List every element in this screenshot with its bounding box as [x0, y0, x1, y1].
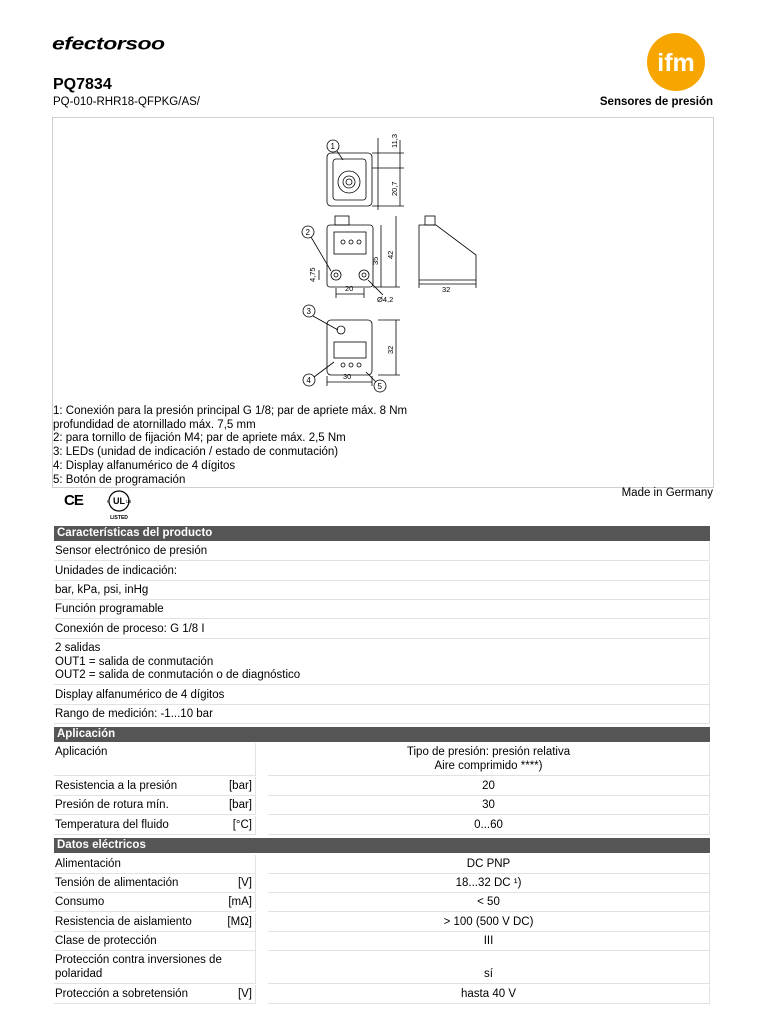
feature-text: 2 salidas: [55, 642, 101, 654]
param-unit: [bar]: [228, 780, 252, 792]
svg-text:c: c: [107, 499, 110, 505]
param-value: hasta 40 V: [268, 985, 710, 1004]
made-in-label: Made in Germany: [621, 487, 713, 499]
feature-row: [54, 562, 710, 581]
dim-label: 42: [386, 250, 395, 259]
dim-label: 35: [371, 256, 380, 265]
dim-label: 11,3: [390, 133, 399, 148]
param-row: [54, 816, 710, 835]
article-number: PQ-010-RHR18-QFPKG/AS/: [53, 96, 200, 108]
feature-row: [54, 600, 710, 619]
param-row: [54, 932, 710, 951]
section-header-features: Características del producto: [54, 526, 710, 541]
param-label: Alimentación: [54, 855, 256, 874]
feature-row: [54, 686, 710, 705]
feature-row: [54, 620, 710, 639]
param-row: [54, 893, 710, 912]
param-row: [54, 796, 710, 815]
feature-text: Conexión de proceso: G 1/8 I: [55, 623, 205, 635]
feature-text: Función programable: [55, 603, 164, 615]
ul-listed-mark: [104, 489, 134, 526]
param-value: 0...60: [268, 816, 710, 835]
param-value: > 100 (500 V DC): [268, 913, 710, 932]
callout-2: 2: [305, 228, 310, 237]
param-unit: [V]: [237, 988, 252, 1000]
feature-row: [54, 542, 710, 561]
svg-text:UL: UL: [113, 496, 125, 506]
callout-3: 3: [306, 307, 311, 316]
feature-text: OUT1 = salida de conmutación: [55, 655, 214, 668]
note-line: 4: Display alfanumérico de 4 dígitos: [53, 459, 236, 472]
callout-5: 5: [377, 382, 382, 391]
product-category: Sensores de presión: [599, 96, 713, 108]
param-unit: [°C]: [232, 819, 252, 831]
dim-label: 32: [386, 345, 395, 354]
param-unit: [V]: [237, 877, 252, 889]
ce-mark: CE: [64, 492, 83, 509]
note-line: 3: LEDs (unidad de indicación / estado de conmutación): [53, 446, 339, 459]
param-row: [54, 855, 710, 874]
param-label: Resistencia a la presión [bar]: [54, 777, 256, 796]
feature-text: Display alfanumérico de 4 dígitos: [55, 689, 225, 701]
param-label: Aplicación: [54, 743, 256, 776]
brand-wordmark: efectorsoo: [52, 33, 165, 54]
feature-row: [54, 581, 710, 600]
note-line: profundidad de atornillado máx. 7,5 mm: [53, 418, 256, 431]
feature-row: [54, 705, 710, 724]
param-label: Clase de protección: [54, 932, 256, 951]
callout-4: 4: [306, 376, 311, 385]
param-value: DC PNP: [268, 855, 710, 874]
param-label: Protección contra inversiones de polaridad: [54, 951, 256, 984]
dim-label: 30: [343, 372, 352, 381]
feature-text: Unidades de indicación:: [55, 565, 178, 577]
param-row: [54, 913, 710, 932]
product-code: PQ7834: [53, 76, 112, 93]
param-label: Resistencia de aislamiento [MΩ]: [54, 913, 256, 932]
note-line: 1: Conexión para la presión principal G 1/8; par de apriete máx. 8 Nm: [53, 405, 408, 417]
param-row: [54, 743, 710, 776]
param-value: 30: [268, 796, 710, 815]
param-label: Temperatura del fluido [°C]: [54, 816, 256, 835]
svg-text:ifm: ifm: [657, 49, 695, 77]
param-value: < 50: [268, 893, 710, 912]
feature-text: bar, kPa, psi, inHg: [55, 584, 149, 596]
drawing-notes: [53, 405, 407, 487]
param-row: [54, 951, 710, 984]
param-value: sí: [268, 951, 710, 984]
param-row: [54, 985, 710, 1004]
dim-label: 20,7: [390, 181, 399, 196]
svg-text:us: us: [126, 499, 132, 505]
param-value: 20: [268, 777, 710, 796]
param-row: [54, 874, 710, 893]
param-label: Protección a sobretensión [V]: [54, 985, 256, 1004]
section-header-application: Aplicación: [54, 727, 710, 742]
dimension-drawing-box: [52, 117, 714, 488]
note-line: 5: Botón de programación: [53, 473, 186, 486]
feature-row: [54, 639, 710, 685]
note-line: 2: para tornillo de fijación M4; par de apriete máx. 2,5 Nm: [53, 432, 346, 445]
callout-1: 1: [330, 142, 335, 151]
param-value: III: [268, 932, 710, 951]
dimension-drawing: [178, 120, 598, 405]
feature-text: OUT2 = salida de conmutación o de diagnóstico: [55, 669, 301, 681]
param-value: Tipo de presión: presión relativa Aire comprimido ****): [268, 743, 710, 776]
param-unit: [mA]: [228, 896, 252, 908]
feature-text: Sensor electrónico de presión: [55, 545, 208, 557]
ifm-logo: [646, 32, 706, 92]
section-header-electrical: Datos eléctricos: [54, 838, 710, 853]
dim-label: 4,75: [308, 267, 317, 282]
param-label: Presión de rotura mín. [bar]: [54, 796, 256, 815]
svg-text:LISTED: LISTED: [110, 515, 128, 521]
param-row: [54, 777, 710, 796]
dim-label: 20: [345, 284, 354, 293]
param-label: Tensión de alimentación [V]: [54, 874, 256, 893]
param-label: Consumo [mA]: [54, 893, 256, 912]
feature-text: Rango de medición: -1...10 bar: [55, 708, 213, 720]
param-unit: [MΩ]: [227, 916, 252, 928]
dim-label: 32: [442, 285, 451, 294]
param-value: 18...32 DC ¹): [268, 874, 710, 893]
dim-label: Ø4,2: [377, 295, 394, 304]
param-unit: [bar]: [228, 799, 252, 811]
